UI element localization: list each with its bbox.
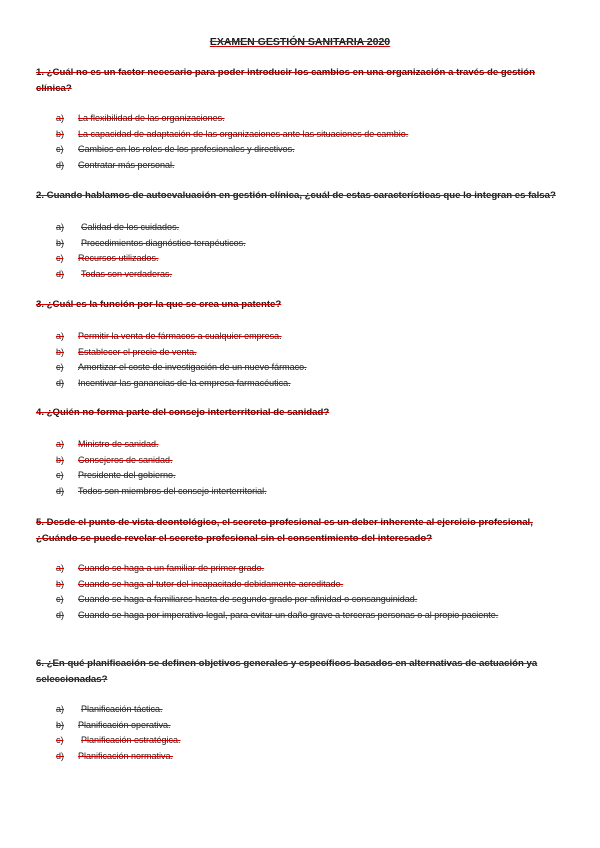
- question-3: 3. ¿Cuál es la función por la que se crea una patente?: [36, 299, 282, 310]
- option-4c: c) Presidente del gobierno.: [56, 470, 176, 480]
- option-5b: b) Cuando se haga al tutor del incapacitado debidamente acreditado.: [56, 578, 344, 589]
- option-3b: b) Establecer el precio de venta.: [56, 346, 197, 357]
- option-1b: b) La capacidad de adaptación de las organizaciones ante las situaciones de cambio.: [56, 128, 409, 139]
- question-3-options: [56, 329, 307, 391]
- option-3c: c) Amortizar el coste de investigación de un nuevo fármaco.: [56, 362, 307, 372]
- question-4-options: [56, 437, 267, 499]
- question-6: 6. ¿En qué planificación se definen objetivos generales y específicos basados en alternativas de actuación ya seleccionadas?: [36, 658, 538, 685]
- question-2-options: [56, 220, 246, 282]
- option-5c: c) Cuando se haga a familiares hasta de segundo grado por afinidad o consanguinidad.: [56, 594, 418, 604]
- option-4a: a) Ministro de sanidad.: [56, 439, 159, 449]
- option-1d: d) Contratar más personal.: [56, 159, 175, 170]
- option-5d: d) Cuando se haga por imperativo legal, para evitar un daño grave a terceras personas o al propio paciente.: [56, 609, 499, 620]
- question-1: 1. ¿Cuál no es un factor necesario para poder introducir los cambios en una organización a través de gestión clínica?: [36, 67, 535, 94]
- option-4b: b) Consejeros de sanidad.: [56, 454, 173, 465]
- question-6-options: [56, 702, 181, 764]
- option-6b: b) Planificación operativa.: [56, 719, 171, 730]
- option-1c: c) Cambios en los roles de los profesionales y directivos.: [56, 144, 295, 154]
- option-2d: d) Todas son verdaderas.: [56, 268, 173, 279]
- option-3d: d) Incentivar las ganancias de la empresa farmacéutica.: [56, 377, 291, 388]
- option-2c: c) Recursos utilizados.: [56, 253, 159, 263]
- question-4: 4. ¿Quién no forma parte del consejo interterritorial de sanidad?: [36, 407, 330, 418]
- option-3a: a) Permitir la venta de fármacos a cualquier empresa.: [56, 331, 282, 341]
- question-5: 5. Desde el punto de vista deontológico, el secreto profesional es un deber inherente al ejercicio profesional, ¿Cuándo se puede revelar el secreto profesional sin el consentimiento del interesado?: [36, 517, 533, 544]
- page-title: EXAMEN GESTIÓN SANITARIA 2020: [209, 36, 391, 48]
- option-2b: b) Procedimientos diagnóstico-terapéuticos.: [56, 237, 246, 248]
- question-1-options: [56, 111, 408, 173]
- option-6d: d) Planificación normativa.: [56, 750, 174, 761]
- option-6a: a) Planificación táctica.: [56, 704, 163, 714]
- option-1a: a) La flexibilidad de las organizaciones.: [56, 113, 225, 123]
- option-2a: a) Calidad de los cuidados.: [56, 222, 180, 232]
- question-2: 2. Cuando hablamos de autoevaluación en gestión clínica, ¿cuál de estas características que lo integran es falsa?: [36, 190, 556, 201]
- question-5-options: [56, 561, 498, 623]
- option-5a: a) Cuando se haga a un familiar de primer grado.: [56, 563, 265, 573]
- option-4d: d) Todos son miembros del consejo interterritorial.: [56, 485, 267, 496]
- option-6c: c) Planificación estratégica.: [56, 735, 181, 745]
